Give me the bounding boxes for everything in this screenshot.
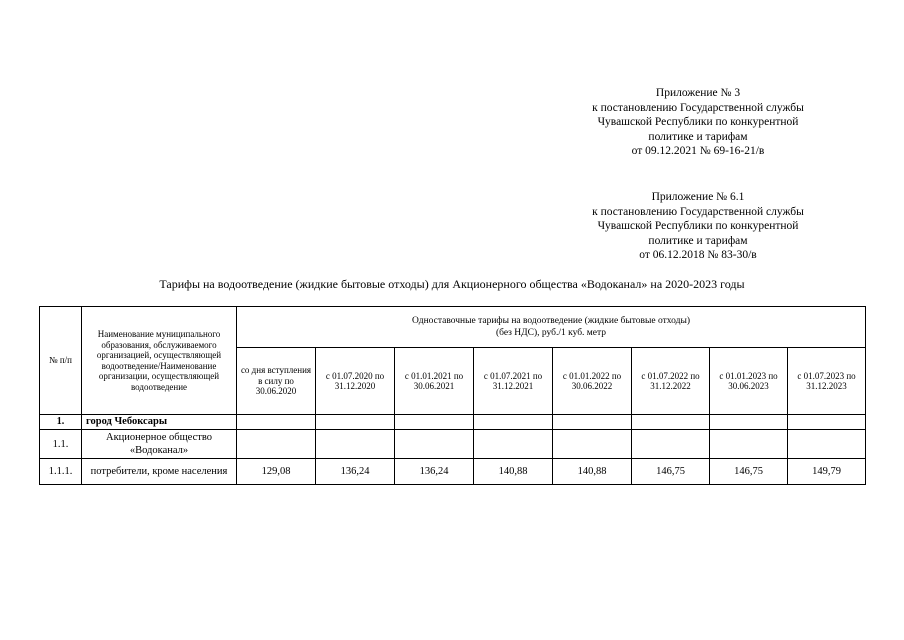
header-period: с 01.07.2021 по 31.12.2021 <box>474 348 553 415</box>
tariff-cell: 140,88 <box>553 459 632 485</box>
header-period: с 01.01.2023 по 30.06.2023 <box>710 348 788 415</box>
appendix-line: к постановлению Государственной службы <box>592 205 804 218</box>
header-period: с 01.07.2020 по 31.12.2020 <box>316 348 395 415</box>
document-title: Тарифы на водоотведение (жидкие бытовые отходы) для Акционерного общества «Водоканал» на 2020-2023 годы <box>159 277 745 291</box>
table-row <box>40 415 866 430</box>
header-name: Наименование муниципального образования, обслуживаемого организацией, осуществляющей водоотведение/Наименование организации, осуществляющей водоотведение <box>82 307 237 415</box>
tariff-cell <box>788 430 866 459</box>
tariff-cell <box>710 430 788 459</box>
appendix-line: от 06.12.2018 № 83-30/в <box>639 249 757 261</box>
tariff-cell <box>474 430 553 459</box>
tariff-cell <box>710 415 788 430</box>
appendix-previous-header <box>548 190 848 263</box>
appendix-line: политике и тарифам <box>648 130 748 143</box>
appendix-line: Чувашской Республики по конкурентной <box>597 116 799 128</box>
table-row <box>40 459 866 485</box>
header-tariff-group-line: Одноставочные тарифы на водоотведение (жидкие бытовые отходы) <box>412 316 691 326</box>
header-tariff-group <box>237 307 866 348</box>
tariff-cell <box>237 415 316 430</box>
row-number: 1.1.1. <box>40 459 82 485</box>
tariff-cell <box>788 415 866 430</box>
tariff-cell: 140,88 <box>474 459 553 485</box>
tariff-cell <box>395 430 474 459</box>
tariff-cell <box>316 430 395 459</box>
tariff-cell: 146,75 <box>632 459 710 485</box>
tariff-cell <box>553 430 632 459</box>
row-name: город Чебоксары <box>82 415 237 430</box>
row-number: 1.1. <box>40 430 82 459</box>
tariff-cell <box>395 415 474 430</box>
header-tariff-group-line: (без НДС), руб./1 куб. метр <box>495 328 607 338</box>
appendix-line: от 09.12.2021 № 69-16-21/в <box>631 145 765 157</box>
row-name: потребители, кроме населения <box>82 459 237 485</box>
header-period: со дня вступления в силу по 30.06.2020 <box>237 348 316 415</box>
appendix-title: Приложение № 6.1 <box>651 191 745 203</box>
table-row <box>40 430 866 459</box>
tariff-cell <box>316 415 395 430</box>
tariff-table <box>39 306 866 485</box>
appendix-line: Чувашской Республики по конкурентной <box>597 220 799 232</box>
appendix-line: политике и тарифам <box>648 234 748 247</box>
tariff-cell: 136,24 <box>395 459 474 485</box>
appendix-title: Приложение № 3 <box>655 87 741 99</box>
tariff-cell <box>632 430 710 459</box>
header-period: с 01.07.2022 по 31.12.2022 <box>632 348 710 415</box>
tariff-cell: 149,79 <box>788 459 866 485</box>
tariff-cell <box>237 430 316 459</box>
row-number: 1. <box>40 415 82 430</box>
tariff-cell: 136,24 <box>316 459 395 485</box>
tariff-cell <box>553 415 632 430</box>
appendix-current-header <box>548 86 848 159</box>
header-number: № п/п <box>40 307 82 415</box>
header-period: с 01.07.2023 по 31.12.2023 <box>788 348 866 415</box>
tariff-cell: 146,75 <box>710 459 788 485</box>
tariff-cell <box>474 415 553 430</box>
header-period: с 01.01.2021 по 30.06.2021 <box>395 348 474 415</box>
header-period: с 01.01.2022 по 30.06.2022 <box>553 348 632 415</box>
tariff-cell <box>632 415 710 430</box>
appendix-line: к постановлению Государственной службы <box>592 101 804 114</box>
row-name: Акционерное общество «Водоканал» <box>82 430 237 459</box>
tariff-cell: 129,08 <box>237 459 316 485</box>
